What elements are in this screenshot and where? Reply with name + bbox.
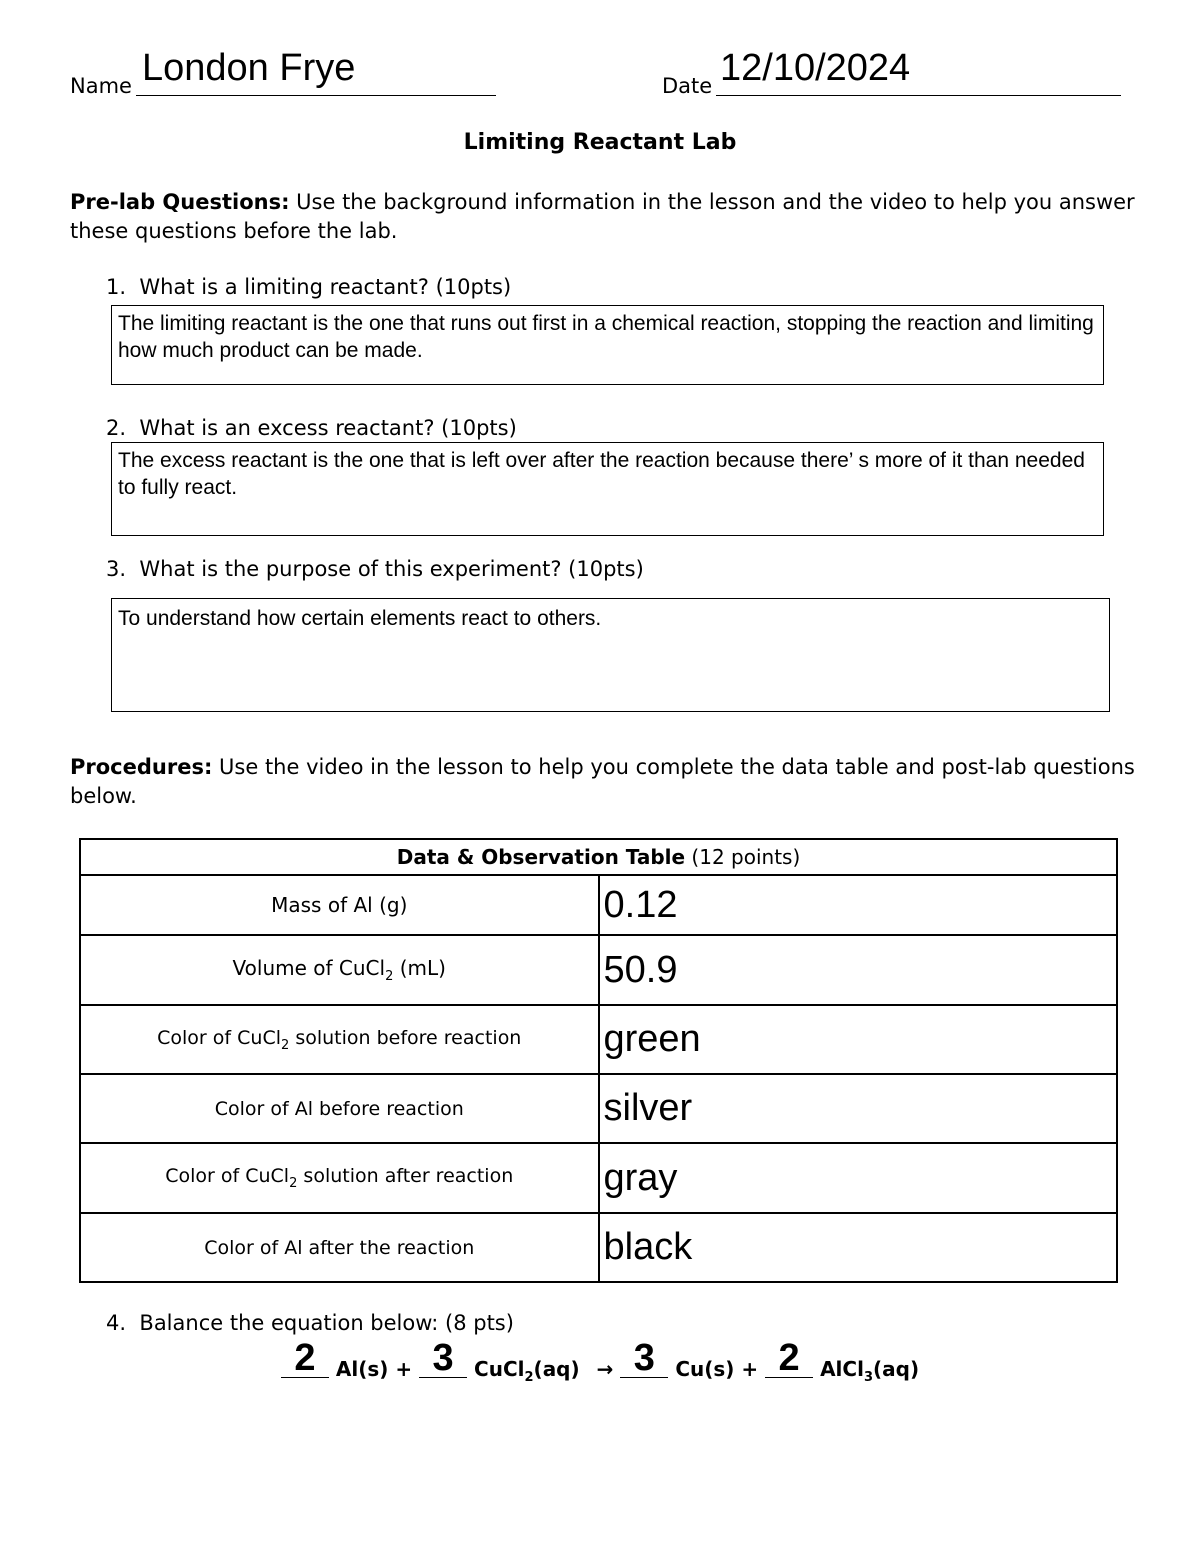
name-field[interactable] bbox=[136, 47, 496, 96]
question-number: 1. bbox=[106, 275, 127, 299]
species-alcl3-formula: AlCl bbox=[820, 1357, 864, 1381]
species-cucl2 bbox=[474, 1357, 580, 1385]
prelab-text: Use the background information in the lesson and the video to help you answer these questions before the lab. bbox=[70, 190, 1135, 243]
species-alcl3 bbox=[820, 1357, 920, 1385]
row-value-color-al-before[interactable]: silver bbox=[599, 1074, 1118, 1143]
row-label-text: Mass of Al (g) bbox=[271, 893, 408, 917]
row-label bbox=[80, 935, 599, 1005]
data-observation-table bbox=[79, 838, 1118, 1283]
question-2 bbox=[106, 416, 517, 440]
prelab-intro bbox=[70, 188, 1140, 246]
question-number: 3. bbox=[106, 557, 127, 581]
table-title-rest: (12 points) bbox=[685, 845, 801, 869]
row-value-color-cucl2-before[interactable]: green bbox=[599, 1005, 1118, 1074]
answer-box-3[interactable]: To understand how certain elements react to others. bbox=[111, 598, 1110, 712]
row-value-volume-cucl2[interactable]: 50.9 bbox=[599, 935, 1118, 1005]
row-label-text: Color of CuCl bbox=[157, 1026, 281, 1049]
coefficient-cu[interactable]: 3 bbox=[620, 1339, 668, 1378]
balanced-equation bbox=[0, 1337, 1200, 1385]
table-row bbox=[80, 935, 1117, 1005]
row-label-subscript: 2 bbox=[289, 1175, 298, 1191]
table-row bbox=[80, 1005, 1117, 1074]
question-number: 4. bbox=[106, 1311, 127, 1335]
reaction-arrow: → bbox=[596, 1357, 614, 1381]
table-row bbox=[80, 875, 1117, 935]
question-text: Balance the equation below: (8 pts) bbox=[139, 1311, 514, 1335]
species-cucl2-formula: CuCl bbox=[474, 1357, 525, 1381]
row-label bbox=[80, 1074, 599, 1143]
question-4 bbox=[106, 1311, 514, 1335]
date-value: 12/10/2024 bbox=[720, 47, 911, 89]
table-row bbox=[80, 1074, 1117, 1143]
question-3 bbox=[106, 557, 644, 581]
date-field[interactable] bbox=[716, 47, 1121, 96]
species-al: Al(s) + bbox=[335, 1357, 413, 1381]
procedures-intro bbox=[70, 753, 1140, 811]
row-label-text: Volume of CuCl bbox=[232, 956, 386, 980]
name-label: Name bbox=[70, 74, 132, 98]
row-label bbox=[80, 1005, 599, 1074]
question-text: What is an excess reactant? (10pts) bbox=[139, 416, 517, 440]
species-alcl3-subscript: 3 bbox=[863, 1370, 873, 1385]
row-label-text-end: (mL) bbox=[393, 956, 446, 980]
table-row bbox=[80, 1213, 1117, 1282]
procedures-text: Use the video in the lesson to help you complete the data table and post-lab questions below. bbox=[70, 755, 1135, 808]
answer-box-2[interactable]: The excess reactant is the one that is left over after the reaction because there’ s more of it than needed to fully react. bbox=[111, 442, 1104, 536]
coefficient-alcl3[interactable]: 2 bbox=[765, 1339, 813, 1378]
prelab-heading: Pre-lab Questions: bbox=[70, 190, 290, 214]
species-cucl2-state: (aq) bbox=[533, 1357, 580, 1381]
question-text: What is a limiting reactant? (10pts) bbox=[139, 275, 512, 299]
row-label-text: Color of CuCl bbox=[165, 1165, 290, 1188]
row-label bbox=[80, 1213, 599, 1282]
row-label-text: Color of Al after the reaction bbox=[204, 1236, 475, 1259]
species-cucl2-subscript: 2 bbox=[524, 1370, 534, 1385]
procedures-heading: Procedures: bbox=[70, 755, 213, 779]
row-label-text-end: solution before reaction bbox=[289, 1026, 522, 1049]
table-title-bold: Data & Observation Table bbox=[396, 845, 686, 869]
species-cu: Cu(s) + bbox=[675, 1357, 759, 1381]
row-label-text-end: solution after reaction bbox=[297, 1165, 514, 1188]
row-value-color-al-after[interactable]: black bbox=[599, 1213, 1118, 1282]
row-label-text: Color of Al before reaction bbox=[214, 1097, 464, 1120]
answer-box-1[interactable]: The limiting reactant is the one that runs out first in a chemical reaction, stopping the reaction and limiting how much product can be made. bbox=[111, 305, 1104, 385]
table-title bbox=[80, 839, 1117, 875]
row-label bbox=[80, 875, 599, 935]
species-alcl3-state: (aq) bbox=[873, 1357, 920, 1381]
question-text: What is the purpose of this experiment? (10pts) bbox=[139, 557, 644, 581]
row-value-color-cucl2-after[interactable]: gray bbox=[599, 1143, 1118, 1213]
coefficient-cucl2[interactable]: 3 bbox=[419, 1339, 467, 1378]
row-value-mass-al[interactable]: 0.12 bbox=[599, 875, 1118, 935]
row-label bbox=[80, 1143, 599, 1213]
coefficient-al[interactable]: 2 bbox=[281, 1339, 329, 1378]
page-title: Limiting Reactant Lab bbox=[463, 130, 737, 155]
question-1 bbox=[106, 275, 511, 299]
row-label-subscript: 2 bbox=[281, 1037, 290, 1053]
question-number: 2. bbox=[106, 416, 127, 440]
row-label-subscript: 2 bbox=[385, 969, 394, 984]
name-value: London Frye bbox=[142, 47, 356, 89]
date-label: Date bbox=[662, 74, 713, 98]
table-row bbox=[80, 1143, 1117, 1213]
